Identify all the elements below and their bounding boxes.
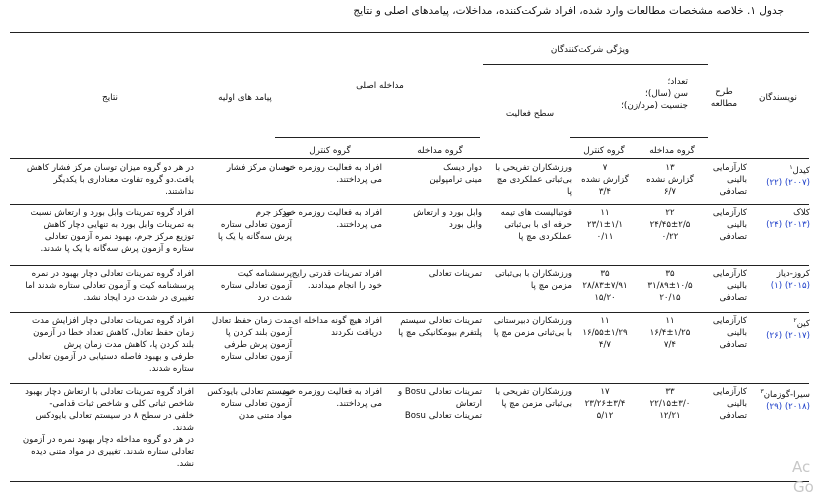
row-activity-level: ورزشکاران با بی‌ثباتی مزمن مچ پا [494,269,572,291]
row-demographics-control: ۳۵ ۲۸/۸۳±۷/۹۱ ۱۵/۲۰ [582,269,628,303]
row-rule-2 [10,265,809,266]
row-design: کارآزمایی بالینی تصادفی [712,387,747,421]
row-author [750,207,810,231]
author-citation[interactable]: (۲۰۱۷) (۲۶) [766,330,810,341]
row-demographics-intervention: ۱۳ گزارش نشده ۶/۷ [646,163,694,197]
row-intervention: تمرینات تعادلی سیستم پلتفرم بیومکانیکی مچ پا [398,316,482,338]
row-primary-outcome: سیستم تعادلی بایودکس آزمون تعادلی ستاره مواد متنی مدن [207,387,292,421]
author-footnote: ۲ [793,317,797,324]
header-control-group: گروه کنترل [309,146,351,156]
row-design: کارآزمایی بالینی تصادفی [712,316,747,350]
author-name: کین [796,318,810,329]
header-sub-rule-2 [570,137,708,138]
row-result: افراد گروه تمرینات تعادلی با ارتعاش دچار بهبود شاخص ثباتی کلی و شاخص ثبات قدامی- خلفی در سطح ۸ در سیستم تعادلی بایودکس شدند. در هر دو گروه مداخله دچار بهبود نمره در آزمون تعادلی ستاره شدند. تغییری در مواد متنی دیده نشد. [22,387,194,469]
header-sub-rule-3 [275,137,480,138]
row-design: کارآزمایی بالینی تصادفی [712,163,747,197]
row-demographics-intervention: ۱۱ ۱۶/۴±۱/۲۵ ۷/۴ [649,316,691,350]
table-top-rule [10,32,809,33]
header-results: نتایج [102,93,118,103]
row-intervention: دوار دیسک مینی ترامپولین [429,163,482,185]
watermark-line-2: Go [793,478,814,496]
author-name: کروز-دیاز [776,269,810,279]
row-demographics-control: ۱۱ ۱۶/۵۵±۱/۲۹ ۴/۷ [582,316,628,350]
row-primary-outcome: توسان مرکز فشار [226,163,292,173]
row-rule-4 [10,383,809,384]
author-footnote: ۱ [789,164,793,171]
row-result: در هر دو گروه میزان توسان مرکز فشار کاهش یافت.دو گروه تفاوت معناداری با یکدیگر نداشتند. [26,163,194,197]
header-design: طرح مطالعه [710,87,738,109]
header-main-intervention: مداخله اصلی [356,81,404,91]
row-result: افراد گروه تمرینات تعادلی دچار بهبود در نمره پرسشنامه کیت و آزمون تعادلی ستاره شدند اما تغییری در شدت درد ایجاد نشد. [25,269,194,303]
header-demographics: تعداد؛ سن (سال)؛ جنسیت (مرد/زن)؛ [621,77,688,111]
header-sub-rule [483,64,708,65]
row-design: کارآزمایی بالینی تصادفی [712,208,747,242]
row-control: افراد تمرینات قدرتی رایج خود را انجام میدادند. [291,269,382,291]
author-name: کلاک [793,208,810,218]
row-author [750,315,810,342]
row-primary-outcome: مدت زمان حفظ تعادل آزمون بلند کردن پا آزمون پرش طرفی آزمون تعادلی ستاره [211,316,292,362]
row-rule-3 [10,312,809,313]
row-primary-outcome: مرکز جرم آزمون تعادلی ستاره پرش سه‌گانه یا یک پا [217,208,292,242]
header-control-group-demo: گروه کنترل [583,146,625,156]
author-name: کیدل [792,165,810,176]
row-author [750,386,810,413]
row-primary-outcome: پرسشنامه کیت آزمون تعادلی ستاره شدت درد [220,269,292,303]
row-rule-1 [10,204,809,205]
row-activity-level: ورزشکاران تفریحی با بی‌ثباتی مزمن مچ پا [495,387,572,409]
row-demographics-intervention: ۲۲ ۲۴/۴۵±۲/۵ ۰/۲۲ [649,208,691,242]
row-demographics-control: ۱۱ ۲۳/۱±۱/۱ ۰/۱۱ [586,208,624,242]
row-control: افراد به فعالیت روزمره خود می پرداختند. [282,163,382,185]
row-result: افراد گروه تمرینات وابل بورد و ارتعاش نسبت به تمرینات وابل بورد به تنهایی دچار کاهش توزیع مرکز جرم، بهبود نمره آزمون تعادلی ستاره و آزمون پرش سه‌گانه با یک پا شدند. [30,208,194,254]
author-name: سیرا-گوزمان [763,389,810,400]
header-bottom-rule [10,158,809,159]
row-demographics-control: ۱۷ ۲۳/۲۶±۳/۴ ۵/۱۲ [584,387,626,421]
row-design: کارآزمایی بالینی تصادفی [712,269,747,303]
row-intervention: وابل بورد و ارتعاش وابل بورد [413,208,482,230]
row-result: افراد گروه تمرینات تعادلی دچار افزایش مدت زمان حفظ تعادل، کاهش تعداد خطا در آزمون بلند کردن پا، کاهش مدت زمان پرش طرفی و بهبود فاصله دستیابی در آزمون تعادلی ستاره شدند. [28,316,194,374]
header-participant-features: ویژگی شرکت‌کنندگان [550,45,630,55]
row-author [750,268,810,292]
header-activity-level: سطح فعالیت [505,109,555,119]
row-control: افراد هیچ گونه مداخله ای دریافت نکردند [292,316,382,338]
author-footnote: ۳ [760,388,764,395]
header-intervention-group-demo: گروه مداخله [649,146,695,156]
header-authors: نویسندگان [759,93,797,103]
row-activity-level: فوتبالیست های تیمه حرفه ای با بی‌ثباتی عملکردی مچ پا [500,208,572,242]
author-citation[interactable]: (۲۰۱۳) (۲۴) [766,220,810,230]
row-intervention: تمرینات تعادلی [428,269,482,279]
row-intervention: تمرینات تعادلی Bosu و ارتعاش تمرینات تعادلی Bosu [398,387,482,421]
table-bottom-rule [10,481,809,482]
row-activity-level: ورزشکاران دبیرستانی با بی‌ثباتی مزمن مچ پا [493,316,572,338]
row-demographics-control: ۷ گزارش نشده ۳/۴ [581,163,629,197]
row-control: افراد به فعالیت روزمره خود می پرداختند. [282,208,382,230]
row-activity-level: ورزشکاران تفریحی با بی‌ثباتی عملکردی مچ پا [495,163,572,197]
table-caption: جدول ۱. خلاصه مشخصات مطالعات وارد شده، افراد شرکت‌کننده، مداخلات، پیامدهای اصلی و نتایج [353,5,784,17]
author-citation[interactable]: (۲۰۱۸) (۲۹) [766,401,810,412]
row-demographics-intervention: ۳۵ ۳۱/۸۹±۱۰/۵ ۲۰/۱۵ [647,269,693,303]
row-demographics-intervention: ۳۳ ۲۲/۱۵±۳/۰ ۱۲/۲۱ [649,387,691,421]
watermark-line-1: Ac [792,458,811,476]
header-intervention-group: گروه مداخله [417,146,463,156]
row-control: افراد به فعالیت روزمره خود می پرداختند. [282,387,382,409]
row-author [750,162,810,189]
author-citation[interactable]: (۲۰۱۵) (۱) [770,281,810,291]
author-citation[interactable]: (۲۰۰۷) (۲۲) [766,177,810,188]
header-primary-outcomes: پیامد های اولیه [218,93,272,103]
